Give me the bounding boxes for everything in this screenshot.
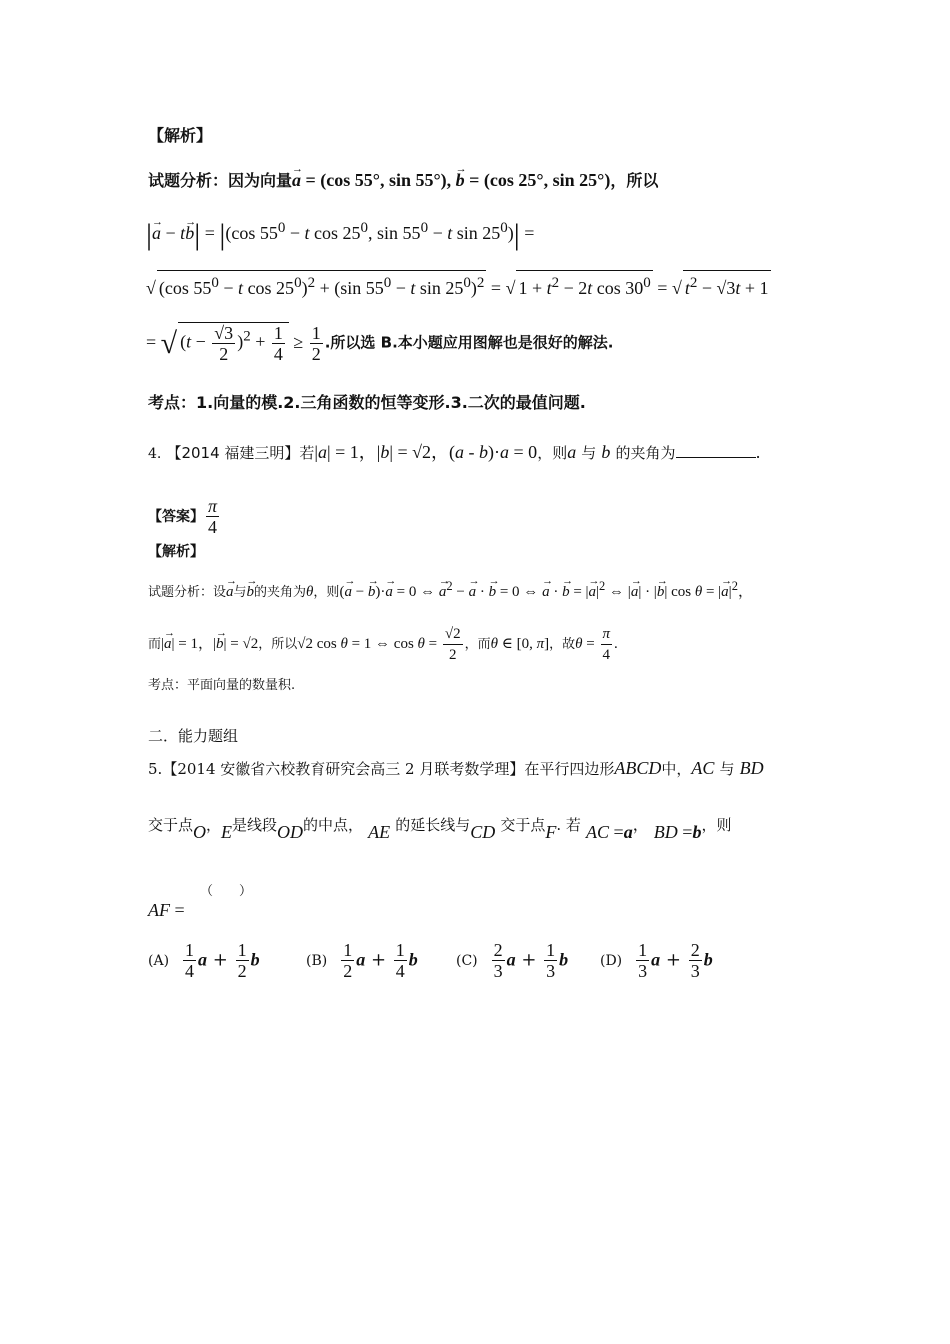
analysis-prefix: 试题分析：因为向量 (148, 171, 293, 190)
suoyi-text: ，所以 (610, 171, 659, 190)
analysis-line-4 (146, 322, 614, 364)
option-b-coef2-num: 1 (395, 940, 405, 960)
q4-analysis-line-2: 而|→ a| = 1，|→ b| = √2，所以√2 cos θ = 1 ⇔ cos θ = $\frac{√2}{2}$ ，而θ ∈ [0, π]，故θ = $\frac{\pi}{4}$ . (148, 624, 618, 665)
option-c-label: (C) (456, 952, 478, 969)
q5-xianduan: 是线段 (232, 816, 278, 834)
kaodian-4: 考点：平面向量的数量积. (148, 678, 296, 693)
option-a-coef2-den: 2 (237, 961, 247, 981)
q5-comma: ， (206, 816, 222, 834)
sqrt-expansion-formula: √ (cos $55^0 - t$ $\cos 25^0)^2 + (\sin$ $55^0 - t$ $\sin 25^0)^2$ = √ $1 + t^2 - 2t$ $\cos 30^0$ = √ $t^2 - √3t + 1$ (146, 270, 771, 300)
option-a-label: (A) (148, 952, 170, 969)
option-d-label: (D) (600, 952, 623, 969)
q4-cos-formula: √2 cos θ = 1 ⇔ cos θ = $\frac{√2}{2}$ (297, 626, 461, 663)
q4-period: . (755, 443, 761, 462)
q5-paren: （ ） (200, 884, 253, 899)
q4-analysis-prefix: 试题分析：设 (148, 585, 227, 600)
q5-ze: ，则 (701, 816, 732, 834)
q4-analysis-yu: 与 (233, 585, 247, 600)
q5-prefix: 5. (148, 760, 163, 778)
q4-answer (148, 496, 221, 537)
conclusion-text: .所以选 B.本小题应用图解也是很好的解法. (324, 333, 614, 352)
option-c[interactable]: (C) $\frac{2}{3}$ a + $\frac{1}{3}$ b (456, 940, 569, 981)
completed-square-formula: = √ (t − $\frac{√3}{2}$ )$^2$ + $\frac{1}{4}$ ≥ $\frac{1}{2}$ (146, 323, 321, 364)
option-c-coef1-den: 3 (493, 961, 503, 981)
q5-jiaoyu: 交于点 (148, 816, 194, 834)
magnitude-formula: |→ a − t→ b| = |(cos $55^0 - t$ $\cos 25^0$, $\sin 55^0 - t$ $\sin 25^0)|$ = (146, 216, 534, 250)
q5-ruo: . 若 (556, 816, 581, 834)
answer-value: $\frac{\pi}{4}$ (208, 496, 218, 537)
q4-analysis-ze: ，则 (313, 585, 340, 600)
q4-ruo: 若 (299, 444, 315, 462)
option-a-coef1-den: 4 (185, 961, 195, 981)
option-a[interactable]: (A) $\frac{1}{4}$ a + $\frac{1}{2}$ b (148, 940, 260, 981)
q5-zai: 在平行四边形 (524, 760, 615, 778)
q4-er2: ，而 (464, 636, 491, 652)
question-5-line-2: 交于点O，E是线段OD的中点， AE 的延长线与CD 交于点F. 若 AC =a， BD =b，则 (148, 815, 732, 842)
q4-suoyi: ，所以 (258, 636, 298, 652)
q4-var-b: b (601, 442, 611, 462)
q4-er: 而 (148, 636, 162, 652)
option-c-coef2-num: 1 (546, 940, 556, 960)
q4-analysis-mid: 的夹角为 (254, 585, 307, 600)
q5-zhongdian: 的中点， (303, 816, 364, 834)
option-b-coef1-den: 2 (343, 961, 353, 981)
option-b[interactable]: (B) $\frac{1}{2}$ a + $\frac{1}{4}$ b (306, 940, 418, 981)
q4-answer-blank (676, 457, 756, 458)
jiexi-heading: 【解析】 (148, 126, 213, 145)
option-a-coef2-num: 1 (237, 940, 247, 960)
question-5-line-1: 5.【2014 安徽省六校教育研究会高三 2 月联考数学理】在平行四边形ABCD中，AC 与 BD (148, 758, 764, 778)
q4-var-a: a (567, 442, 577, 462)
q4-source: 【2014 福建三明】 (166, 444, 300, 462)
q4-conditions: |a| = 1，|b| = √2，(a - b)·a = 0 (314, 442, 538, 462)
vector-def-formula: → a = (cos 55°, sin 55°), → b = (cos 25°, sin 25°) (292, 170, 610, 190)
kaodian-3: 考点：1.向量的模.2.三角函数的恒等变形.3.二次的最值问题. (148, 393, 586, 412)
q4-yu: 与 (581, 444, 597, 462)
option-d-coef1-den: 3 (638, 961, 648, 981)
q5-jiaoyu-2: 交于点 (500, 816, 546, 834)
q5-zhong: 中， (661, 760, 692, 778)
option-d[interactable]: (D) $\frac{1}{3}$ a + $\frac{2}{3}$ b (600, 940, 713, 981)
q4-derivation: (→ a − → b)·→ a = 0 ⇔ → $a^2$ − → a · → b = 0 ⇔ → a · → b = |→ $a|^2$ ⇔ |→ a| · |→ b| cos θ = |→ $a|^2$， (339, 584, 753, 600)
option-b-coef1-num: 1 (343, 940, 353, 960)
q5-yanchang: 的延长线与 (395, 816, 471, 834)
option-a-coef1-num: 1 (185, 940, 195, 960)
option-c-coef2-den: 3 (546, 961, 556, 981)
q5-source: 【2014 安徽省六校教育研究会高三 2 月联考数学理】 (162, 760, 525, 778)
option-b-label: (B) (306, 952, 328, 969)
answer-label: 【答案】 (148, 509, 204, 525)
section-2-title: 二．能力题组 (148, 727, 239, 745)
q4-gu: ，故 (549, 636, 576, 652)
option-c-coef1-num: 2 (493, 940, 503, 960)
option-d-coef2-num: 2 (690, 940, 700, 960)
q4-number: 4. (148, 446, 162, 462)
option-d-coef2-den: 3 (690, 961, 700, 981)
q4-ze: ，则 (537, 444, 568, 462)
q4-angle-text: 的夹角为 (615, 444, 676, 462)
analysis-line-1 (148, 168, 658, 193)
option-b-coef2-den: 4 (395, 961, 405, 981)
question-4 (148, 440, 761, 466)
q5-af-expression: AF = (148, 900, 185, 920)
q4-jiexi-heading: 【解析】 (148, 544, 204, 560)
option-d-coef1-num: 1 (638, 940, 648, 960)
q4-analysis-line-1: 试题分析：设→ a与→ b的夹角为θ，则(→ a − → b)·→ a = 0 ⇔ → $a^2$ − → a · → b = 0 ⇔ → a · → b = |→ $a|^2$ ⇔ |→ a| · |→ b| cos θ = |→ $a|^2$， (148, 574, 753, 605)
q5-yu: 与 (719, 760, 735, 778)
